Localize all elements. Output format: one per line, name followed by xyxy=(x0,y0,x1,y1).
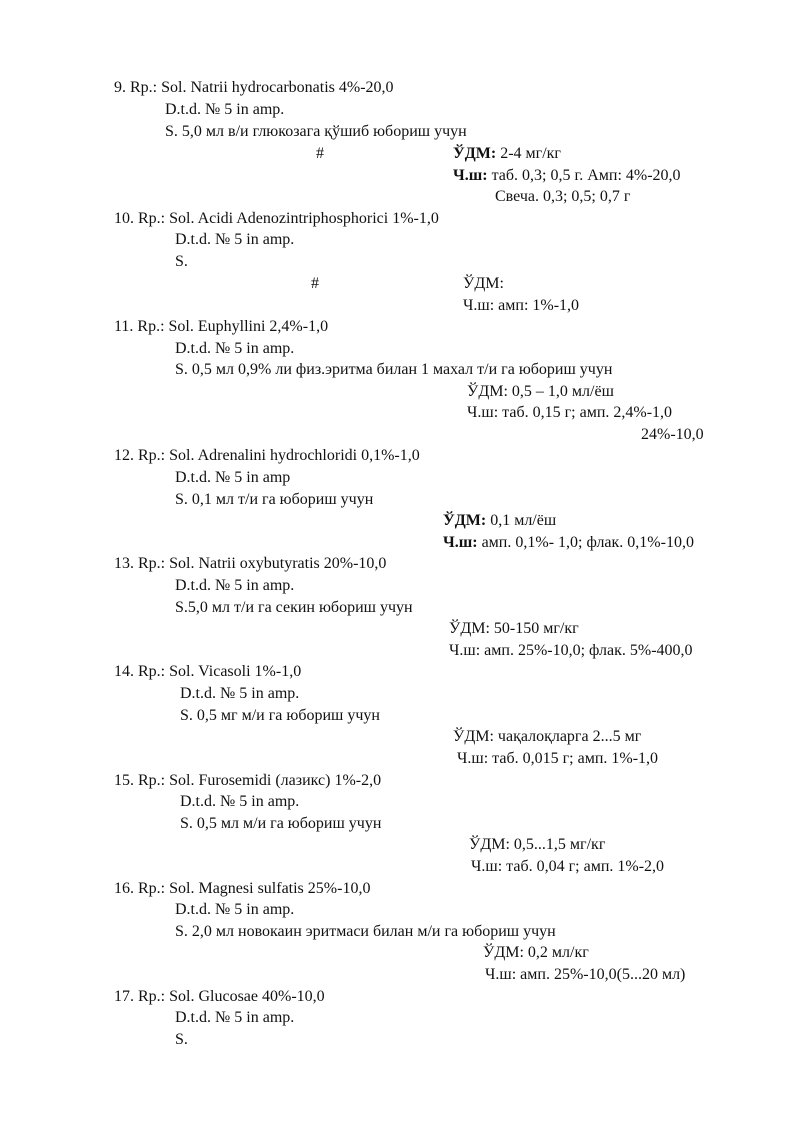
chsh-label: Ч.ш: xyxy=(453,167,488,184)
rx-14-dtd: D.t.d. № 5 in amp. xyxy=(180,685,300,702)
udm-label: ЎДМ: xyxy=(443,512,487,529)
rx-10-udm: ЎДМ: xyxy=(463,275,504,292)
rx-10-signa: S. xyxy=(175,253,188,270)
udm-value: 2-4 мг/кг xyxy=(496,145,561,162)
rx-11-chsh-2: 24%-10,0 xyxy=(641,426,704,443)
rx-9-chsh-2: Свеча. 0,3; 0,5; 0,7 г xyxy=(495,188,631,205)
rx-14-title: 14. Rp.: Sol. Vicasoli 1%-1,0 xyxy=(114,663,302,680)
rx-13-dtd: D.t.d. № 5 in amp. xyxy=(175,577,295,594)
rx-16-udm: ЎДМ: 0,2 мл/кг xyxy=(483,944,589,961)
rx-12-dtd: D.t.d. № 5 in amp xyxy=(175,469,291,486)
rx-15-title: 15. Rp.: Sol. Furosemidi (лазикс) 1%-2,0 xyxy=(114,772,382,789)
rx-13-udm: ЎДМ: 50-150 мг/кг xyxy=(449,620,579,637)
rx-10-hash: # xyxy=(311,275,319,292)
rx-16-chsh: Ч.ш: амп. 25%-10,0(5...20 мл) xyxy=(485,966,686,983)
rx-12-signa: S. 0,1 мл т/и га юбориш учун xyxy=(175,491,374,508)
rx-9-title: 9. Rp.: Sol. Natrii hydrocarbonatis 4%-20,0 xyxy=(114,79,394,96)
rx-13-title: 13. Rp.: Sol. Natrii oxybutyratis 20%-10,0 xyxy=(114,555,387,572)
rx-16-dtd: D.t.d. № 5 in amp. xyxy=(175,901,295,918)
chsh-label: Ч.ш: xyxy=(443,534,478,551)
rx-10-title: 10. Rp.: Sol. Acidi Adenozintriphosphorici 1%-1,0 xyxy=(114,210,439,227)
chsh-value: таб. 0,3; 0,5 г. Амп: 4%-20,0 xyxy=(487,167,681,184)
rx-11-title: 11. Rp.: Sol. Euphyllini 2,4%-1,0 xyxy=(114,318,329,335)
chsh-value: амп. 0,1%- 1,0; флак. 0,1%-10,0 xyxy=(477,534,694,551)
rx-15-chsh: Ч.ш: таб. 0,04 г; амп. 1%-2,0 xyxy=(471,858,665,875)
rx-15-udm: ЎДМ: 0,5...1,5 мг/кг xyxy=(469,836,606,853)
udm-label: ЎДМ: xyxy=(453,145,497,162)
rx-12-chsh xyxy=(443,533,694,553)
rx-9-signa: S. 5,0 мл в/и глюкозага қўшиб юбориш учун xyxy=(165,123,467,140)
rx-12-udm xyxy=(443,511,556,531)
rx-17-title: 17. Rp.: Sol. Glucosae 40%-10,0 xyxy=(114,988,325,1005)
rx-16-title: 16. Rp.: Sol. Magnesi sulfatis 25%-10,0 xyxy=(114,880,371,897)
rx-11-udm: ЎДМ: 0,5 – 1,0 мл/ёш xyxy=(467,383,614,400)
rx-15-dtd: D.t.d. № 5 in amp. xyxy=(180,793,300,810)
rx-16-signa: S. 2,0 мл новокаин эритмаси билан м/и га юбориш учун xyxy=(175,923,556,940)
rx-14-udm: ЎДМ: чақалоқларга 2...5 мг xyxy=(453,728,642,745)
udm-value: 0,1 мл/ёш xyxy=(486,512,557,529)
rx-11-chsh: Ч.ш: таб. 0,15 г; амп. 2,4%-1,0 xyxy=(467,404,673,421)
rx-14-signa: S. 0,5 мг м/и га юбориш учун xyxy=(180,707,380,724)
rx-10-dtd: D.t.d. № 5 in amp. xyxy=(175,231,295,248)
rx-15-signa: S. 0,5 мл м/и га юбориш учун xyxy=(180,815,382,832)
rx-17-dtd: D.t.d. № 5 in amp. xyxy=(175,1009,295,1026)
rx-11-signa: S. 0,5 мл 0,9% ли физ.эритма билан 1 махал т/и га юбориш учун xyxy=(175,361,613,378)
rx-13-signa: S.5,0 мл т/и га секин юбориш учун xyxy=(175,599,413,616)
rx-9-hash: # xyxy=(316,145,324,162)
rx-12-title: 12. Rp.: Sol. Adrenalini hydrochloridi 0,1%-1,0 xyxy=(114,447,420,464)
rx-17-signa: S. xyxy=(175,1031,188,1048)
rx-9-dtd: D.t.d. № 5 in amp. xyxy=(165,101,285,118)
rx-11-dtd: D.t.d. № 5 in amp. xyxy=(175,340,295,357)
rx-10-chsh: Ч.ш: амп: 1%-1,0 xyxy=(463,297,580,314)
rx-9-udm xyxy=(453,144,561,164)
rx-14-chsh: Ч.ш: таб. 0,015 г; амп. 1%-1,0 xyxy=(457,750,659,767)
rx-13-chsh: Ч.ш: амп. 25%-10,0; флак. 5%-400,0 xyxy=(449,642,693,659)
rx-9-chsh xyxy=(453,166,681,186)
